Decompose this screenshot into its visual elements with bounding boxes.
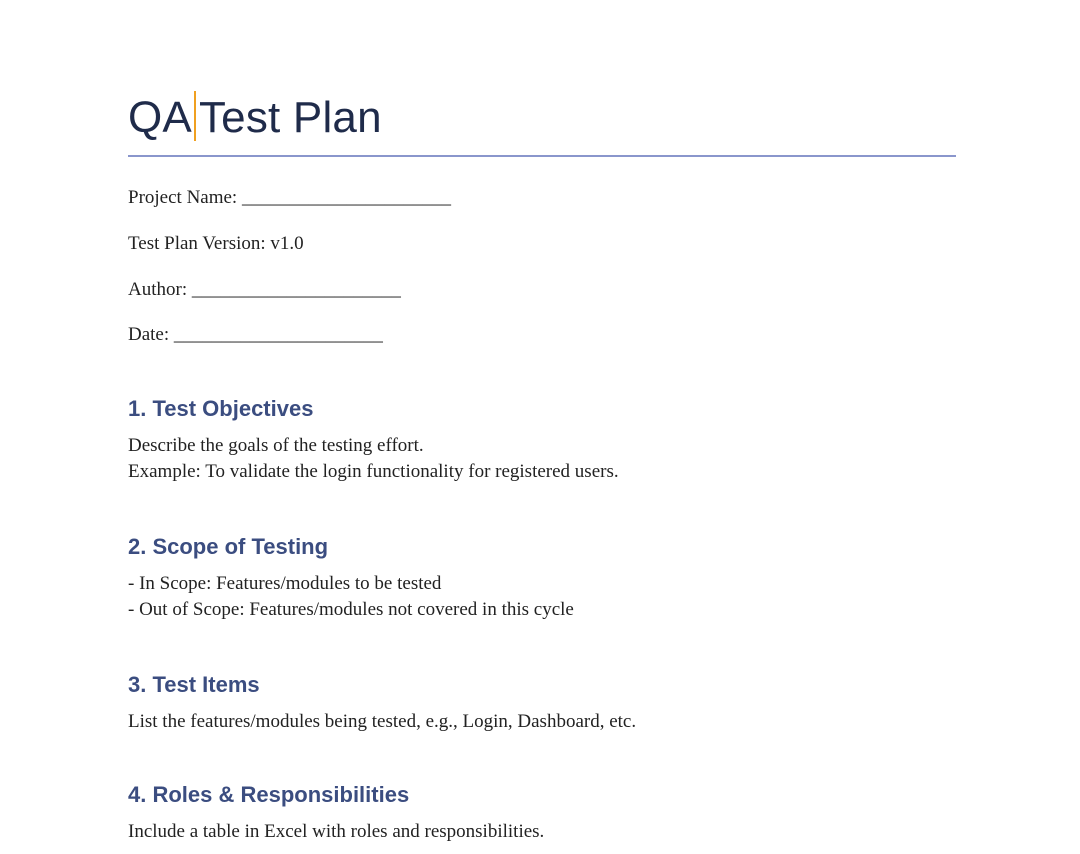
document-title[interactable] (128, 88, 382, 148)
paragraph-line: Example: To validate the login functionality for registered users. (128, 461, 619, 482)
project-name-field: Project Name: ______________________ (128, 187, 451, 208)
title-underline-rule (128, 155, 956, 157)
paragraph-line: Describe the goals of the testing effort. (128, 435, 424, 456)
section-heading-roles-responsibilities: 4. Roles & Responsibilities (128, 782, 410, 807)
section-body-scope-of-testing (128, 571, 574, 623)
author-field: Author: ______________________ (128, 279, 401, 300)
section-heading-test-items: 3. Test Items (128, 672, 260, 697)
section-heading-test-objectives: 1. Test Objectives (128, 396, 314, 421)
section-heading-scope-of-testing: 2. Scope of Testing (128, 534, 329, 559)
paragraph-line: List the features/modules being tested, e.g., Login, Dashboard, etc. (128, 711, 637, 732)
test-plan-version-field: Test Plan Version: v1.0 (128, 233, 304, 254)
section-body-test-objectives (128, 433, 619, 485)
title-word-qa: QA (128, 93, 192, 142)
paragraph-line: Include a table in Excel with roles and responsibilities. (128, 821, 545, 842)
list-item: - In Scope: Features/modules to be tested (128, 573, 442, 594)
list-item: - Out of Scope: Features/modules not covered in this cycle (128, 599, 574, 620)
text-cursor (194, 91, 196, 141)
section-body-test-items (128, 709, 636, 735)
title-word-test-plan: Test Plan (198, 93, 382, 142)
section-body-roles-responsibilities (128, 819, 544, 845)
date-field: Date: ______________________ (128, 324, 383, 345)
